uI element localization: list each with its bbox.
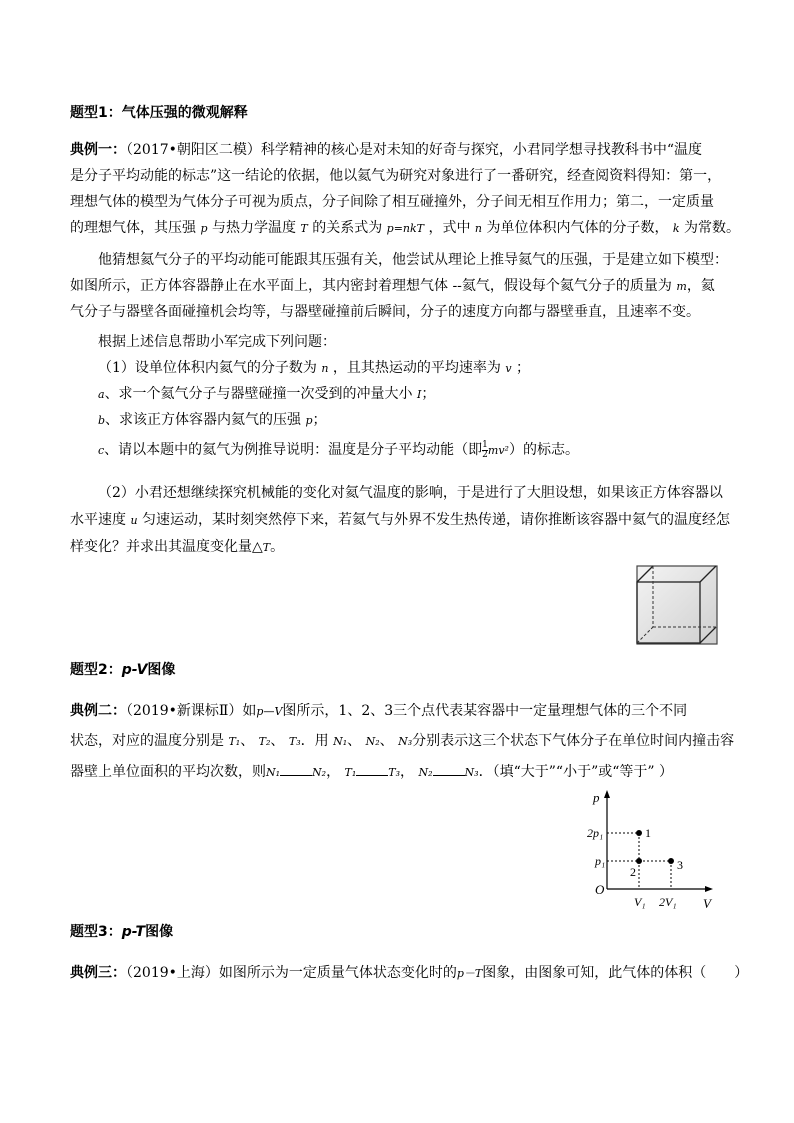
text: 如图所示，正方体容器静止在水平面上，其内密封着理想气体 --氦气，假设每个氦气分子的质量为	[70, 278, 672, 294]
tick-p1: p₁	[595, 854, 606, 868]
p-axis-arrow	[604, 790, 610, 798]
text: 为单位体积内气体的分子数，	[486, 220, 669, 236]
sym-N2: N₂	[418, 766, 433, 779]
text: 题型3：	[70, 924, 122, 940]
frac-num: 1	[482, 439, 488, 450]
v-axis-label: V	[703, 896, 711, 911]
sym-pv: p—V	[256, 705, 283, 718]
tick-v1: V₁	[634, 895, 646, 909]
example1-para2-line3: 气分子与器壁各面碰撞机会均等，与器壁碰撞前后瞬间，分子的速度方向都与器壁垂直，且速率不变。	[70, 304, 700, 320]
text: 匀速运动，某时刻突然停下来，若氦气与外界不发生热传递，请你推断该容器中氦气的温度经怎	[142, 512, 730, 528]
text: 图像	[147, 662, 176, 678]
sym-p: p	[200, 222, 208, 235]
text: 状态，对应的温度分别是	[70, 733, 224, 749]
text: ，式中	[428, 220, 471, 236]
sym-T: T	[300, 222, 308, 235]
v-axis-arrow	[705, 886, 713, 892]
example3-label: 典例三：	[70, 965, 126, 981]
example1-line2: 是分子平均动能的标志”这一结论的依据，他以氦气为研究对象进行了一番研究，经查阅资料得知：第一，	[70, 168, 722, 184]
text: 分别表示这三个状态下气体分子在单位时间内撞击容	[412, 733, 735, 749]
sym-T1: T₁	[344, 766, 357, 779]
sym-N1: N₁	[333, 735, 348, 748]
answer-blank-3[interactable]	[433, 763, 465, 776]
question1b	[98, 410, 327, 431]
text: 、求该正方体容器内氦气的压强	[105, 412, 302, 428]
question2-line2	[70, 510, 730, 531]
question1	[98, 358, 530, 379]
text: ，氦	[686, 278, 715, 294]
example2-line1	[70, 701, 687, 722]
text: 、求一个氦气分子与器壁碰撞一次受到的冲量大小	[104, 386, 413, 402]
sym-k: k	[672, 222, 680, 235]
text: ）的标志。	[508, 442, 579, 458]
text: 的理想气体，其压强	[70, 220, 196, 236]
example1-line4	[70, 218, 740, 239]
pv-label: p-V	[121, 662, 148, 678]
point-label-1: 1	[645, 826, 651, 840]
section3-title	[70, 922, 173, 942]
tick-2v1: 2V₁	[659, 895, 677, 909]
text: ．（填“大于”“小于”或“等于” ）	[478, 764, 673, 780]
text: ；	[516, 360, 531, 376]
sym-p: p	[305, 414, 313, 427]
sym-T3: T₃	[288, 735, 301, 748]
example2-label: 典例二：	[70, 703, 126, 719]
text: 图象，由图象可知，此气体的体积（	[482, 965, 707, 981]
example1-source: （2017•朝阳区二模）	[126, 142, 261, 158]
text: ）	[734, 965, 749, 981]
cube-figure	[636, 565, 718, 645]
sym-N2: N₂	[312, 766, 327, 779]
p-axis-label: p	[593, 790, 600, 805]
example1-para3: 根据上述信息帮助小军完成下列问题：	[98, 334, 336, 350]
example2-line3	[70, 762, 673, 783]
point-2	[636, 858, 642, 864]
answer-blank-2[interactable]	[356, 763, 388, 776]
text: （2019•上海）如图所示为一定质量气体状态变化时的	[126, 965, 457, 981]
text: （1）设单位体积内氦气的分子数为	[98, 360, 317, 376]
frac-den: 2	[482, 449, 488, 460]
sym-N3: N₃	[464, 766, 479, 779]
sym-N3: N₃	[398, 735, 413, 748]
sym-v: v	[505, 362, 512, 375]
sym-T2: T₂	[258, 735, 271, 748]
point-label-2: 2	[630, 865, 636, 879]
tick-2p1: 2p₁	[587, 826, 604, 840]
example3-line1	[70, 963, 748, 984]
example1-para2-line1: 他猜想氦气分子的平均动能可能跟其压强有关，他尝试从理论上推导氦气的压强，于是建立如下模型：	[98, 252, 728, 268]
text: 样变化？并求出其温度变化量△	[70, 539, 263, 555]
label-a: a	[98, 388, 105, 401]
sym-T1: T₁	[228, 735, 241, 748]
text: 、请以本题中的氦气为例推导说明：温度是分子平均动能（即	[104, 442, 483, 458]
text: ；	[312, 412, 327, 428]
origin-label: O	[595, 882, 605, 897]
example1-text-1: 科学精神的核心是对未知的好奇与探究，小君同学想寻找教科书中“温度	[260, 142, 703, 158]
question1c	[98, 440, 579, 461]
text: ，且其热运动的平均速率为	[332, 360, 501, 376]
point-label-3: 3	[677, 858, 683, 872]
example1-label: 典例一：	[70, 142, 126, 158]
sym-pt: p－T	[456, 967, 483, 980]
text: ，	[326, 764, 341, 780]
sym-n: n	[474, 222, 483, 235]
question2-line3	[70, 537, 284, 558]
question1a	[98, 384, 435, 405]
text: 器壁上单位面积的平均次数，则	[70, 764, 266, 780]
text: 水平速度	[70, 512, 126, 528]
text: （2019•新课标Ⅱ）如	[126, 703, 257, 719]
text: ，	[400, 764, 415, 780]
sym-T: T	[262, 541, 271, 554]
text: 。	[270, 539, 285, 555]
formula-pnkT: p=nkT	[386, 222, 425, 235]
example1-para2-line2	[70, 276, 715, 297]
sym-N2: N₂	[365, 735, 380, 748]
label-b: b	[98, 414, 106, 427]
label-c: c	[98, 444, 105, 457]
sym-T3: T₃	[388, 766, 401, 779]
sym-N1: N₁	[266, 766, 281, 779]
pt-label: p-T	[121, 924, 146, 940]
sym-mv2: mv²	[487, 444, 509, 457]
text: ．用	[300, 733, 329, 749]
question2-line1: （2）小君还想继续探究机械能的变化对氦气温度的影响，于是进行了大胆设想，如果该正方体容器以	[98, 485, 723, 501]
text: 的关系式为	[312, 220, 383, 236]
sym-u: u	[130, 514, 138, 527]
point-3	[668, 858, 674, 864]
example1-line3: 理想气体的模型为气体分子可视为质点，分子间除了相互碰撞外，分子间无相互作用力；第二，一定质量	[70, 194, 714, 210]
text: 为常数。	[684, 220, 741, 236]
pv-points	[607, 826, 683, 889]
section1-title: 题型1：气体压强的微观解释	[70, 105, 248, 121]
section2-title	[70, 660, 175, 680]
example1-line1	[70, 140, 702, 160]
sym-m: m	[676, 280, 687, 293]
answer-blank-1[interactable]	[280, 763, 312, 776]
sym-I: I	[417, 388, 422, 401]
text: ；	[421, 386, 436, 402]
pv-graph	[585, 788, 725, 914]
text: 与热力学温度	[211, 220, 296, 236]
text: 图像	[145, 924, 174, 940]
example2-line2: 状态，对应的温度分别是 T₁、 T₂、 T₃．用 N₁、 N₂、 N₃分别表示这三个状态下气体分子在单位时间内撞击容	[70, 733, 735, 749]
text: 图所示，1、2、3三个点代表某容器中一定量理想气体的三个不同	[282, 703, 688, 719]
sym-n: n	[321, 362, 329, 375]
point-1	[636, 830, 642, 836]
text: 题型2：	[70, 662, 122, 678]
